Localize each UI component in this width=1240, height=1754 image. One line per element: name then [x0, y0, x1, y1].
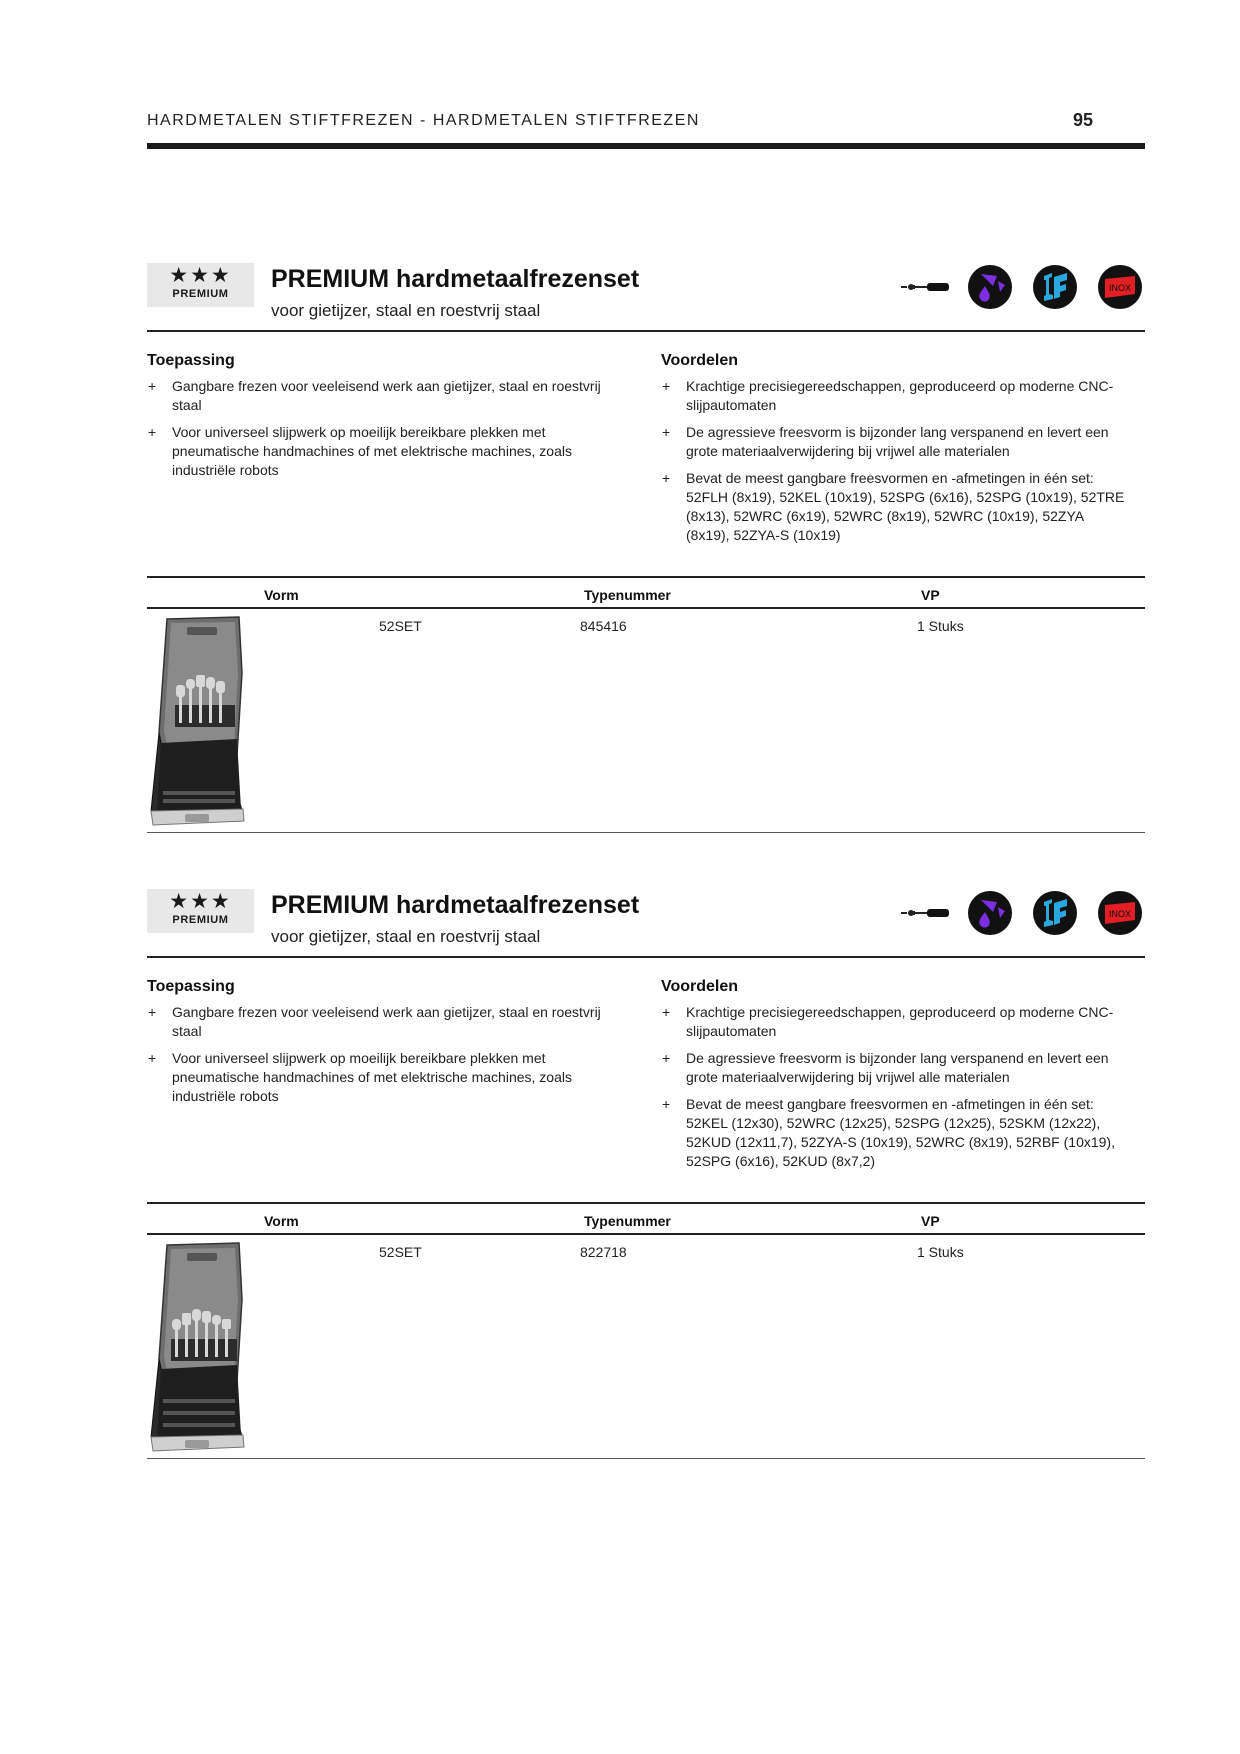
section-title-rule [147, 330, 1145, 332]
voordelen-list [661, 1003, 1129, 1179]
toepassing-list [147, 1003, 615, 1114]
list-item: + Bevat de meest gangbare freesvormen en -afmetingen in één set: 52KEL (12x30), 52WRC (12x25), 52SPG (12x25), 52SKM (12x22), 52KUD (12x11,7), 52ZYA-S (10x19), 52WRC (8x19), 52RBF (10x19), 52SPG (6x16), 52KUD (8x7,2) [661, 1095, 1129, 1171]
steel-material-icon [1032, 890, 1078, 936]
product-subtitle: voor gietijzer, staal en roestvrij staal [271, 301, 541, 320]
inox-label: INOX [1108, 909, 1132, 919]
list-item: + De agressieve freesvorm is bijzonder lang verspanend en levert een grote materiaalverwijdering bij vrijwel alle materialen [661, 423, 1129, 461]
column-header-typenummer: Typenummer [584, 1213, 671, 1229]
column-header-vp: VP [921, 1213, 940, 1229]
inox-label: INOX [1108, 283, 1132, 293]
table-header-rule [147, 1233, 1145, 1235]
column-header-typenummer: Typenummer [584, 587, 671, 603]
premium-label: PREMIUM [172, 914, 229, 926]
table-top-rule [147, 576, 1145, 578]
cell-vorm: 52SET [379, 1244, 422, 1260]
table-bottom-rule [147, 832, 1145, 833]
list-item: + Krachtige precisiegereedschappen, geproduceerd op moderne CNC-slijpautomaten [661, 377, 1129, 415]
table-bottom-rule [147, 1458, 1145, 1459]
cell-vp: 1 Stuks [917, 1244, 964, 1260]
stainless-steel-inox-icon [1097, 890, 1143, 936]
rotary-tool-icon [901, 903, 951, 923]
product-section-2 [147, 889, 1145, 1469]
steel-material-icon [1032, 264, 1078, 310]
cast-iron-material-icon [967, 264, 1013, 310]
table-header-rule [147, 607, 1145, 609]
stainless-steel-inox-icon [1097, 264, 1143, 310]
list-item: + Krachtige precisiegereedschappen, geproduceerd op moderne CNC-slijpautomaten [661, 1003, 1129, 1041]
section-title-rule [147, 956, 1145, 958]
list-item: + Bevat de meest gangbare freesvormen en -afmetingen in één set: 52FLH (8x19), 52KEL (10x19), 52SPG (6x16), 52SPG (10x19), 52TRE (8x13), 52WRC (6x19), 52WRC (8x19), 52WRC (10x19), 52ZYA (8x19), 52ZYA-S (10x19) [661, 469, 1129, 545]
table-top-rule [147, 1202, 1145, 1204]
rotary-tool-icon [901, 277, 951, 297]
product-image-tool-case [147, 613, 257, 833]
cell-vorm: 52SET [379, 618, 422, 634]
page-number: 95 [1072, 110, 1093, 130]
premium-stars: ★★★ [169, 890, 232, 913]
list-item: + De agressieve freesvorm is bijzonder lang verspanend en levert een grote materiaalverwijdering bij vrijwel alle materialen [661, 1049, 1129, 1087]
cell-typenummer: 822718 [580, 1244, 627, 1260]
cast-iron-material-icon [967, 890, 1013, 936]
product-title: PREMIUM hardmetaalfrezenset [271, 265, 640, 293]
toepassing-heading: Toepassing [147, 352, 235, 369]
list-item: + Voor universeel slijpwerk op moeilijk bereikbare plekken met pneumatische handmachines of met elektrische machines, zoals industriële robots [147, 1049, 615, 1106]
premium-label: PREMIUM [172, 288, 229, 300]
list-item: + Voor universeel slijpwerk op moeilijk bereikbare plekken met pneumatische handmachines of met elektrische machines, zoals industriële robots [147, 423, 615, 480]
premium-badge [147, 889, 254, 933]
application-icons [901, 889, 1145, 937]
header-rule [147, 143, 1145, 149]
product-section-1 [147, 263, 1145, 843]
product-subtitle: voor gietijzer, staal en roestvrij staal [271, 927, 541, 946]
column-header-vorm: Vorm [264, 587, 299, 603]
application-icons [901, 263, 1145, 311]
running-header-title: HARDMETALEN STIFTFREZEN - HARDMETALEN STIFTFREZEN [147, 112, 700, 129]
column-header-vp: VP [921, 587, 940, 603]
toepassing-list [147, 377, 615, 488]
cell-typenummer: 845416 [580, 618, 627, 634]
cell-vp: 1 Stuks [917, 618, 964, 634]
list-item: + Gangbare frezen voor veeleisend werk aan gietijzer, staal en roestvrij staal [147, 1003, 615, 1041]
column-header-vorm: Vorm [264, 1213, 299, 1229]
product-image-tool-case [147, 1239, 257, 1459]
voordelen-list [661, 377, 1129, 553]
toepassing-heading: Toepassing [147, 978, 235, 995]
list-item: + Gangbare frezen voor veeleisend werk aan gietijzer, staal en roestvrij staal [147, 377, 615, 415]
premium-badge [147, 263, 254, 307]
premium-stars: ★★★ [169, 264, 232, 287]
voordelen-heading: Voordelen [661, 352, 739, 369]
product-title: PREMIUM hardmetaalfrezenset [271, 891, 640, 919]
voordelen-heading: Voordelen [661, 978, 739, 995]
